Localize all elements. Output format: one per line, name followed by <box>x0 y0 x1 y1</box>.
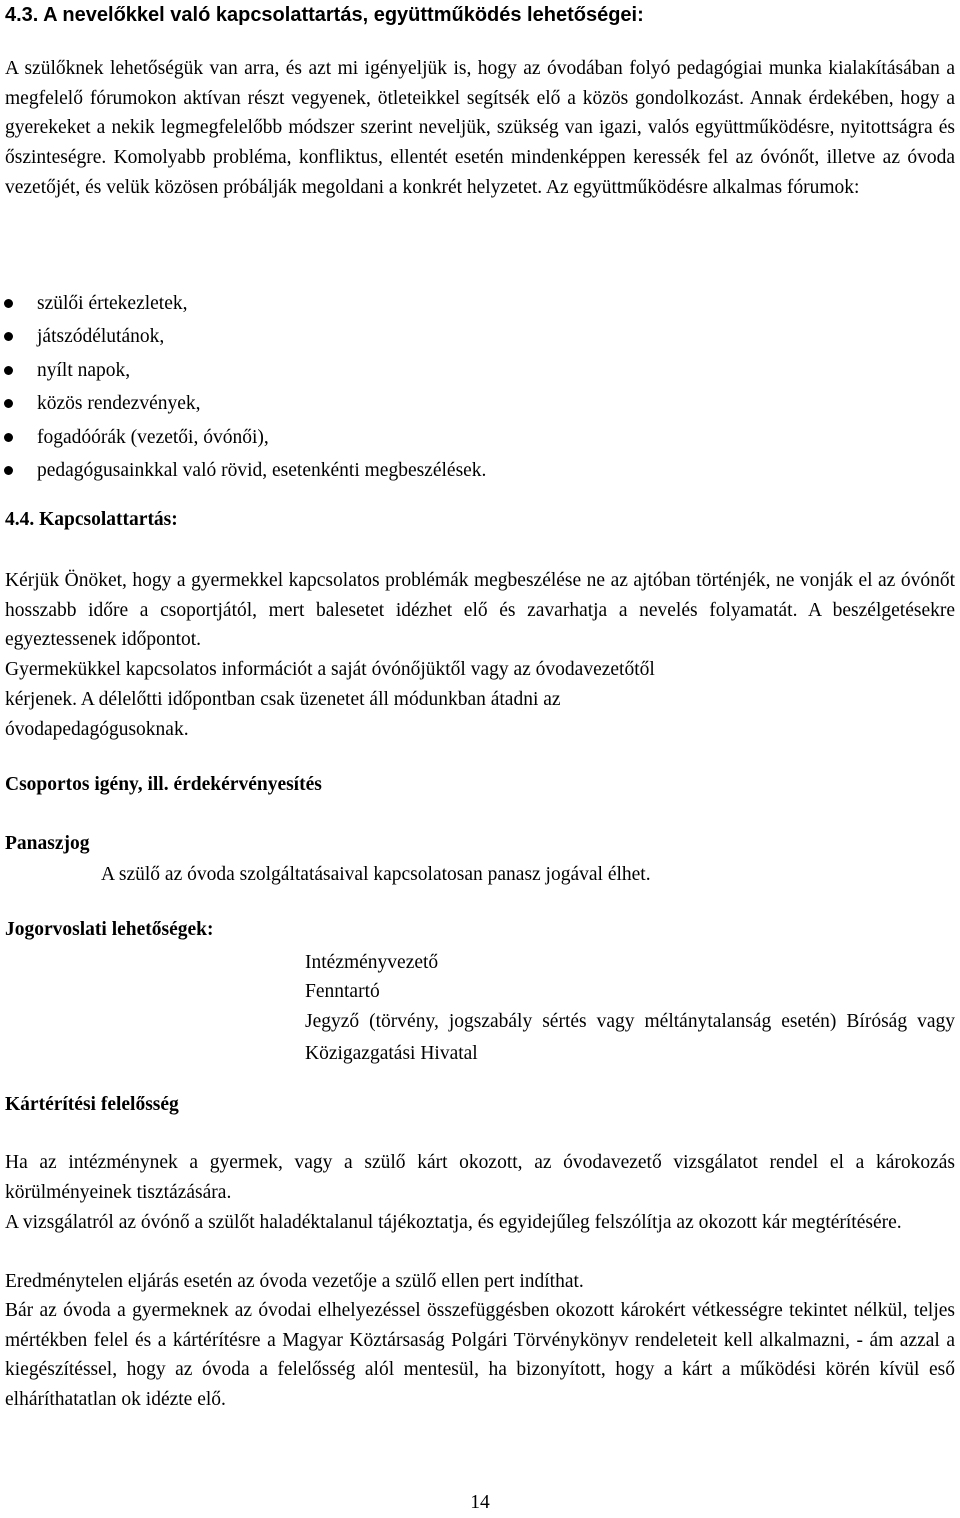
section-4-3-paragraph: A szülőknek lehetőségük van arra, és azt mi igényeljük is, hogy az óvodában folyó pedagógiai munka kialakításában a megfelelő fórumokon aktívan részt vegyenek, ötleteikkel segítsék elő a közös gondolkozást. Annak érdekében, hogy a gyerekeket a nekik legmegfelelőbb módszer szerint neveljük, szükség van igazi, valós együttműködésre, nyitottságra és őszinteségre. Komolyabb probléma, konfliktus, ellentét esetén mindenképpen keressék fel az óvónőt, illetve az óvoda vezetőjét, és velük közösen próbálják megoldani a konkrét helyzetet. Az együttműködésre alkalmas fórumok: <box>5 58 955 198</box>
forums-list <box>0 287 950 487</box>
bullet-icon <box>4 433 13 442</box>
forum-item-label: közös rendezvények, <box>37 393 201 415</box>
bullet-icon <box>4 466 13 475</box>
forum-item-label: fogadóórák (vezetői, óvónői), <box>37 426 269 448</box>
complaint-heading: Panaszjog <box>5 833 90 854</box>
liability-paragraph-2: A vizsgálatról az óvónő a szülőt haladéktalanul tájékoztatja, és egyidejűleg felszólítja az okozott kár megtérítésére. <box>5 1212 902 1233</box>
list-item <box>0 421 950 454</box>
section-4-4-title: 4.4. Kapcsolattartás: <box>5 509 178 530</box>
legal-remedy-item: Intézményvezető <box>305 952 439 973</box>
liability-paragraph-1: Ha az intézménynek a gyermek, vagy a szülő kárt okozott, az óvodavezető vizsgálatot rendel el a károkozás körülményeinek tisztázására. <box>5 1152 955 1203</box>
section-4-4-paragraph-2-line-2: kérjenek. A délelőtti időpontban csak üzenetet áll módunkban átadni az <box>5 689 561 710</box>
group-claims-heading: Csoportos igény, ill. érdekérvényesítés <box>5 774 322 795</box>
section-4-4-paragraph-2-line-3: óvodapedagógusoknak. <box>5 719 189 740</box>
bullet-icon <box>4 399 13 408</box>
legal-remedies-heading: Jogorvoslati lehetőségek: <box>5 919 214 940</box>
legal-remedy-notary: Jegyző (törvény, jogszabály sértés vagy méltánytalanság esetén) Bíróság vagy Közigazgatási Hivatal <box>305 1011 955 1064</box>
list-item <box>0 354 950 387</box>
liability-paragraph-4: Bár az óvoda a gyermeknek az óvodai elhelyezéssel összefüggésben okozott károkért vétkességre tekintet nélkül, teljes mértékben felel és a kártérítésre a Magyar Köztársaság Polgári Törvénykönyv rendeleteit kell alkalmazni, - ám azzal a kiegészítéssel, hogy az óvoda a felelősség alól mentesül, ha bizonyított, hogy a kárt a működési körén kívül eső elháríthatatlan ok idézte elő. <box>5 1300 955 1410</box>
bullet-icon <box>4 299 13 308</box>
forum-item-label: pedagógusainkkal való rövid, esetenkénti megbeszélések. <box>37 459 487 481</box>
section-4-3-title: 4.3. A nevelőkkel való kapcsolattartás, együttműködés lehetőségei: <box>5 4 644 26</box>
liability-paragraph-3: Eredménytelen eljárás esetén az óvoda vezetője a szülő ellen pert indíthat. <box>5 1271 584 1292</box>
liability-heading: Kártérítési felelősség <box>5 1094 179 1115</box>
list-item <box>0 454 950 487</box>
bullet-icon <box>4 366 13 375</box>
page-number: 14 <box>470 1492 490 1513</box>
forum-item-label: nyílt napok, <box>37 359 131 381</box>
section-4-4-paragraph-1: Kérjük Önöket, hogy a gyermekkel kapcsolatos problémák megbeszélése ne az ajtóban történjék, ne vonják el az óvónőt hosszabb időre a csoportjától, mert balesetet idézhet elő és zavarhatja a nevelés folyamatát. A beszélgetésekre egyeztessenek időpontot. <box>5 570 955 651</box>
bullet-icon <box>4 332 13 341</box>
complaint-text: A szülő az óvoda szolgáltatásaival kapcsolatosan panasz jogával élhet. <box>101 864 651 885</box>
forum-item-label: szülői értekezletek, <box>37 293 188 314</box>
list-item <box>0 287 950 320</box>
legal-remedy-item: Fenntartó <box>305 981 380 1002</box>
forum-item-label: játszódélutánok, <box>37 326 165 348</box>
section-4-4-paragraph-2-line-1: Gyermekükkel kapcsolatos információt a saját óvónőjüktől vagy az óvodavezetőtől <box>5 659 655 680</box>
list-item <box>0 387 950 420</box>
list-item <box>0 320 950 353</box>
